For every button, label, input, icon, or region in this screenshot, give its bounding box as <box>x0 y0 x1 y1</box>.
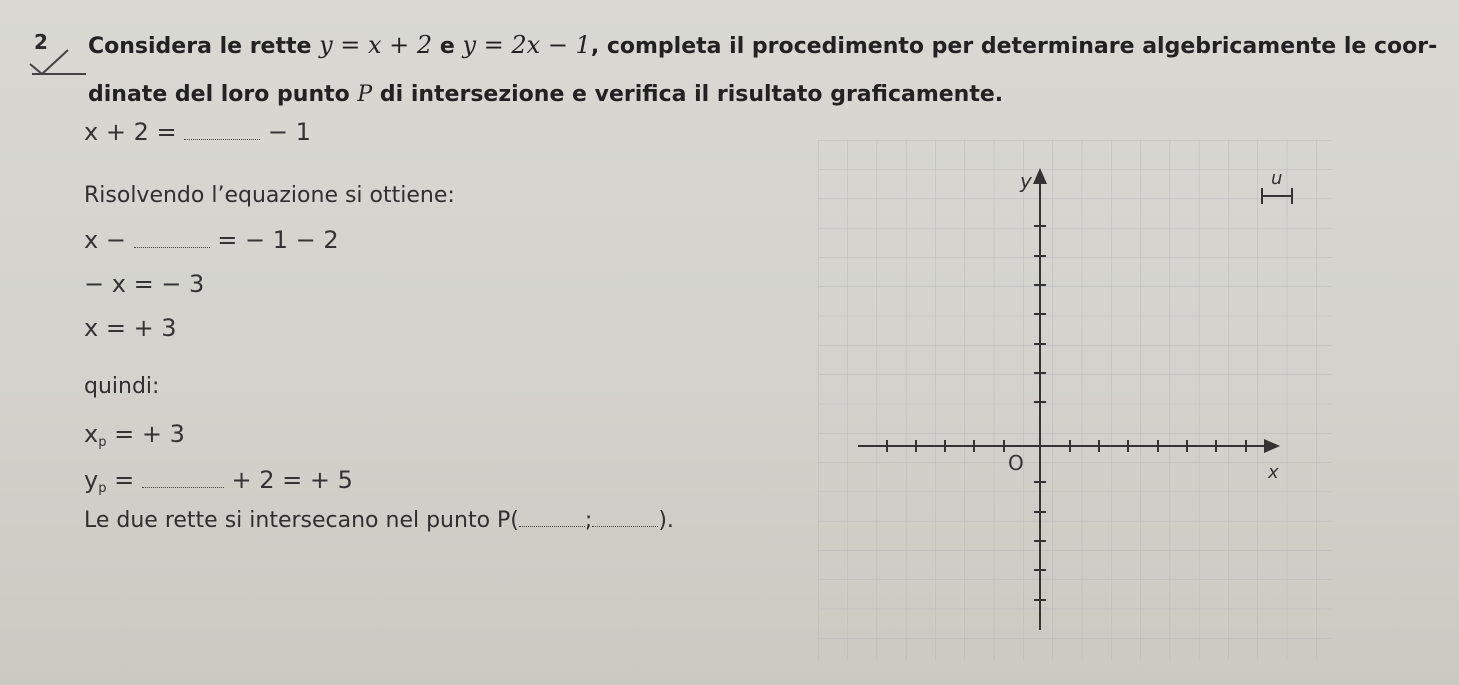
exercise-text-part1: Considera le rette <box>88 34 320 59</box>
yp-sub: p <box>98 481 107 496</box>
conclusion-line <box>84 508 674 533</box>
blank-field-y[interactable] <box>592 526 658 527</box>
eq1-right: − 1 <box>267 118 311 146</box>
equation-step-4: x = + 3 <box>84 314 177 342</box>
blank-field-3[interactable] <box>142 487 224 488</box>
eq2-left: x − <box>84 226 126 254</box>
xp-equation <box>84 420 185 450</box>
exercise-text-line-1 <box>88 30 1437 62</box>
grid-background <box>818 140 1332 660</box>
exercise-number: 2 <box>34 30 48 54</box>
origin-label: O <box>1008 451 1024 475</box>
yp-var: y <box>84 466 99 494</box>
xp-sub: p <box>98 435 107 450</box>
blank-field-x[interactable] <box>519 526 585 527</box>
conclusion-text: Le due rette si intersecano nel punto P( <box>84 508 519 533</box>
y-axis-label: y <box>1020 169 1032 193</box>
x-axis-label: x <box>1268 462 1279 483</box>
yp-eq: = <box>114 466 135 494</box>
equation-step-3: − x = − 3 <box>84 270 205 298</box>
yp-equation <box>84 466 353 496</box>
equation-step-2 <box>84 226 339 254</box>
conclusion-end: ). <box>658 508 674 533</box>
exercise-text-line2a: dinate del loro punto <box>88 82 358 107</box>
line-equation-1: y = x + 2 <box>319 31 433 59</box>
eq2-right: = − 1 − 2 <box>217 226 339 254</box>
xp-value: = + 3 <box>114 420 185 448</box>
blank-field-2[interactable] <box>134 247 210 248</box>
therefore-label: quindi: <box>84 374 160 399</box>
cartesian-grid[interactable] <box>818 140 1332 660</box>
exercise-text-line2b: di intersezione e verifica il risultato graficamente. <box>372 82 1004 107</box>
yp-value: + 2 = + 5 <box>231 466 353 494</box>
equation-step-1 <box>84 118 311 146</box>
eq1-left: x + 2 = <box>84 118 177 146</box>
exercise-text-part2: e <box>432 34 463 59</box>
exercise-text-part3: , completa il procedimento per determinare algebricamente le coor- <box>590 34 1438 59</box>
point-name: P <box>357 82 373 107</box>
check-mark-icon <box>28 48 88 76</box>
exercise-text-line-2 <box>88 80 1003 110</box>
unit-label: u <box>1271 168 1283 189</box>
solving-label: Risolvendo l’equazione si ottiene: <box>84 183 455 208</box>
xp-var: x <box>84 420 99 448</box>
line-equation-2: y = 2x − 1 <box>462 31 591 59</box>
conclusion-sep: ; <box>584 508 593 533</box>
blank-field-1[interactable] <box>184 139 260 140</box>
